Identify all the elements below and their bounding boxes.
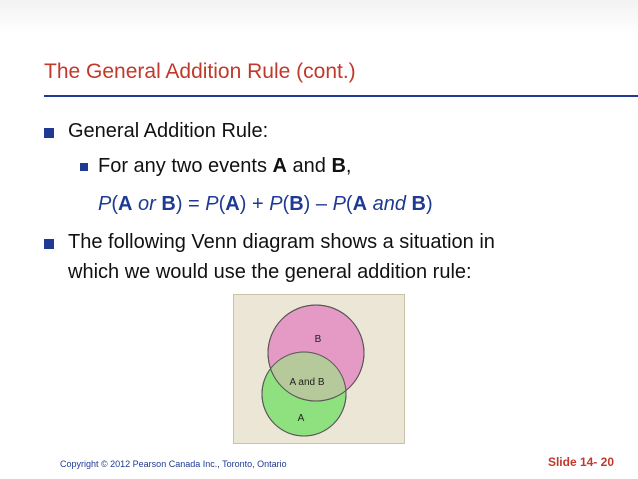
copyright-notice: Copyright © 2012 Pearson Canada Inc., Toronto, Ontario xyxy=(60,459,287,469)
sub1-B: B xyxy=(331,155,346,177)
sub-bullet-1-text xyxy=(98,155,351,178)
f-minus: ) – xyxy=(303,193,333,215)
f-B3: B xyxy=(411,193,426,215)
f-p3: P xyxy=(269,193,283,215)
venn-diagram xyxy=(233,294,405,444)
bullet-square-icon xyxy=(44,239,54,249)
f-B1: B xyxy=(161,193,176,215)
f-and: and xyxy=(367,193,412,215)
sub1-A: A xyxy=(272,155,287,177)
bullet-2-line-2: which we would use the general addition rule: xyxy=(68,261,472,283)
f-o4: ( xyxy=(345,193,353,215)
slide-title: The General Addition Rule (cont.) xyxy=(44,60,356,83)
f-close: ) xyxy=(425,193,433,215)
header-band xyxy=(0,0,638,34)
f-o1: ( xyxy=(111,193,119,215)
bullet-1-text: General Addition Rule: xyxy=(68,120,269,142)
venn-label-a: A xyxy=(297,413,305,424)
f-eq: ) = xyxy=(175,193,206,215)
venn-label-b: B xyxy=(314,334,322,345)
bullet-2-line-1: The following Venn diagram shows a situation in xyxy=(68,231,495,253)
f-p2: P xyxy=(205,193,219,215)
f-o2: ( xyxy=(218,193,226,215)
f-A2: A xyxy=(225,193,240,215)
bullet-square-icon xyxy=(44,128,54,138)
sub-bullet-square-icon xyxy=(80,163,88,171)
f-or: or xyxy=(132,193,162,215)
slide-number: Slide 14- 20 xyxy=(547,455,614,469)
sub1-pre: For any two events xyxy=(98,155,273,177)
f-p4: P xyxy=(332,193,346,215)
f-plus: ) + xyxy=(239,193,270,215)
venn-svg xyxy=(234,295,404,443)
f-B2: B xyxy=(289,193,304,215)
venn-label-a-and-b: A and B xyxy=(289,377,325,388)
f-o3: ( xyxy=(282,193,290,215)
f-p1: P xyxy=(98,193,112,215)
f-A3: A xyxy=(352,193,368,215)
addition-rule-formula xyxy=(98,193,433,216)
f-A1: A xyxy=(118,193,133,215)
sub1-comma: , xyxy=(345,155,352,177)
sub1-and: and xyxy=(286,155,332,177)
title-underline xyxy=(44,95,638,97)
